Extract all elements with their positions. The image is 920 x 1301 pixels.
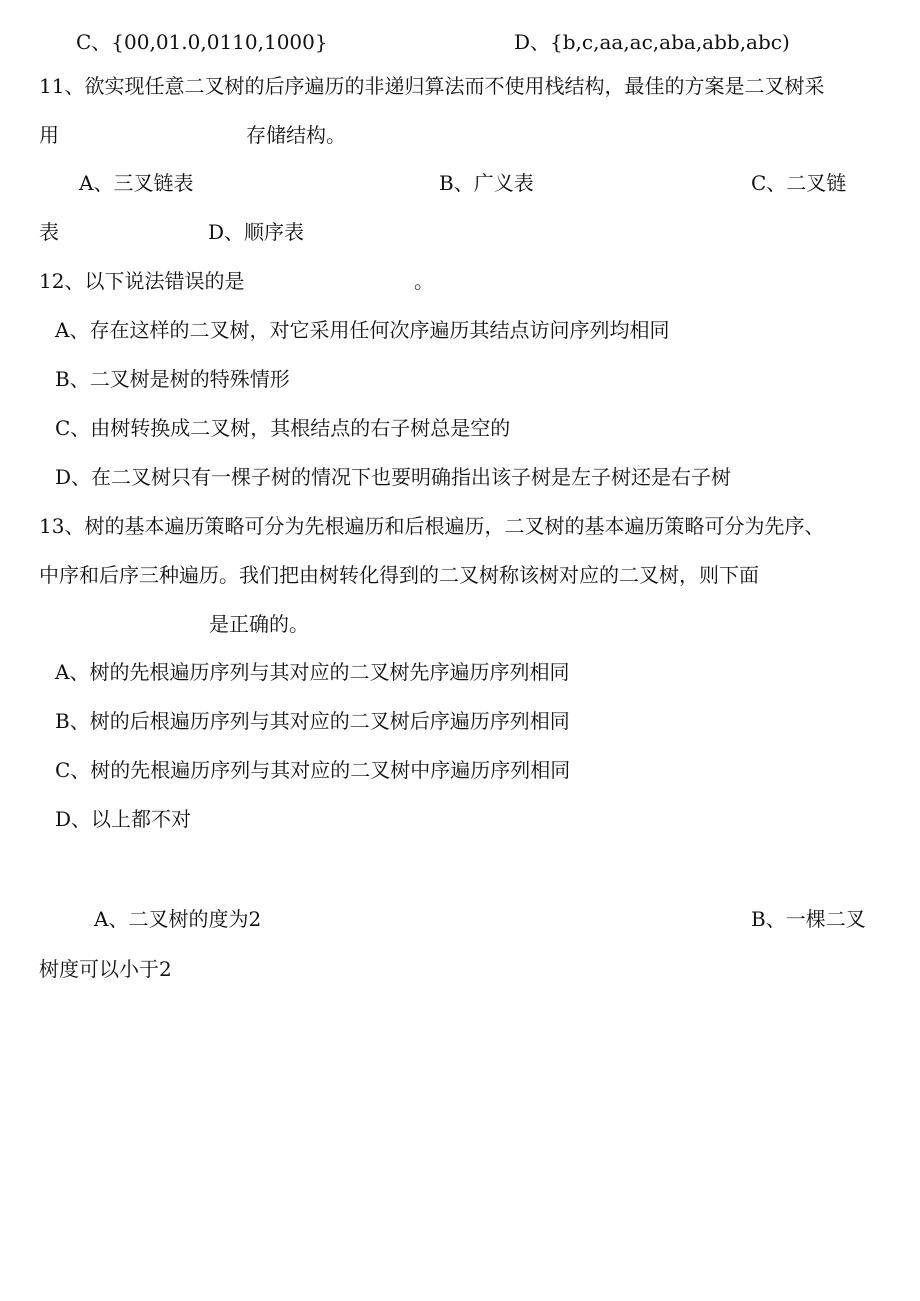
q11-option-c-part1: C、二叉链 <box>751 171 847 195</box>
q12-stem: 12、以下说法错误的是 <box>39 269 245 293</box>
q11-option-b: B、广义表 <box>439 171 534 195</box>
q14-option-a: A、二叉树的度为2 <box>94 907 262 931</box>
q12-stem-end: 。 <box>414 269 434 293</box>
q11-option-d: D、顺序表 <box>208 220 305 244</box>
q12-option-c: C、由树转换成二叉树，其根结点的右子树总是空的 <box>55 416 511 440</box>
q12-option-a: A、存在这样的二叉树，对它采用任何次序遍历其结点访问序列均相同 <box>55 318 670 342</box>
q10-option-d: D、{b,c,aa,ac,aba,abb,abc) <box>514 30 790 54</box>
q11-stem-line1: 11、欲实现任意二叉树的后序遍历的非递归算法而不使用栈结构，最佳的方案是二叉树采 <box>39 74 825 98</box>
q13-option-c: C、树的先根遍历序列与其对应的二叉树中序遍历序列相同 <box>55 758 571 782</box>
q10-option-c: C、{00,01.0,0110,1000} <box>76 30 328 54</box>
q13-option-d: D、以上都不对 <box>55 807 192 831</box>
q12-option-d: D、在二叉树只有一棵子树的情况下也要明确指出该子树是左子树还是右子树 <box>55 465 732 489</box>
q11-option-c-part2: 表 <box>39 220 59 244</box>
q14-option-b-part1: B、一棵二叉 <box>751 907 866 931</box>
q13-option-b: B、树的后根遍历序列与其对应的二叉树后序遍历序列相同 <box>55 709 570 733</box>
q11-stem-line2-start: 用 <box>39 123 59 147</box>
q13-stem-line1: 13、树的基本遍历策略可分为先根遍历和后根遍历，二叉树的基本遍历策略可分为先序、 <box>39 514 825 538</box>
q14-option-b-part2: 树度可以小于2 <box>39 957 172 981</box>
q13-stem-line2: 中序和后序三种遍历。我们把由树转化得到的二叉树称该树对应的二叉树，则下面 <box>39 563 759 587</box>
q11-stem-line2-end: 存储结构。 <box>246 123 346 147</box>
q11-option-a: A、三叉链表 <box>79 171 194 195</box>
q13-stem-line3: 是正确的。 <box>209 612 309 636</box>
q12-option-b: B、二叉树是树的特殊情形 <box>55 367 290 391</box>
q13-option-a: A、树的先根遍历序列与其对应的二叉树先序遍历序列相同 <box>55 660 570 684</box>
